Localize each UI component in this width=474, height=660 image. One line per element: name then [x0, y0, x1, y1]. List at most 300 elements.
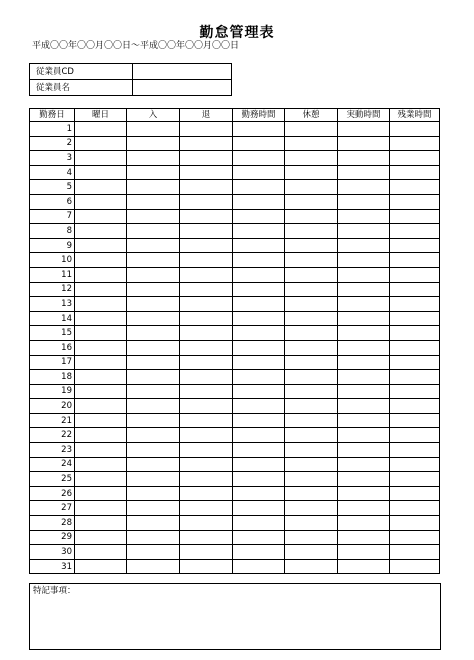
overtime-cell[interactable]: [390, 238, 440, 253]
break-cell[interactable]: [285, 443, 338, 458]
clock-in-cell[interactable]: [127, 165, 180, 180]
actual-hours-cell[interactable]: [338, 545, 390, 560]
actual-hours-cell[interactable]: [338, 443, 390, 458]
actual-hours-cell[interactable]: [338, 209, 390, 224]
overtime-cell[interactable]: [390, 516, 440, 531]
overtime-cell[interactable]: [390, 326, 440, 341]
header-work-hours: 勤務時間: [233, 109, 285, 122]
overtime-cell[interactable]: [390, 355, 440, 370]
notes-label: 特記事項：: [33, 586, 76, 596]
weekday-cell[interactable]: [75, 267, 127, 282]
table-row: [30, 340, 440, 355]
weekday-cell[interactable]: [75, 501, 127, 516]
day-number-cell: 27: [30, 501, 75, 516]
table-row: [30, 443, 440, 458]
break-cell[interactable]: [285, 472, 338, 487]
weekday-cell[interactable]: [75, 282, 127, 297]
actual-hours-cell[interactable]: [338, 180, 390, 195]
employee-name-field[interactable]: [133, 80, 232, 96]
break-cell[interactable]: [285, 311, 338, 326]
day-number-cell: 21: [30, 413, 75, 428]
clock-out-cell[interactable]: [180, 151, 233, 166]
break-cell[interactable]: [285, 267, 338, 282]
day-number-cell: 25: [30, 472, 75, 487]
day-number-cell: 8: [30, 224, 75, 239]
overtime-cell[interactable]: [390, 194, 440, 209]
header-overtime: 残業時間: [390, 109, 440, 122]
clock-in-cell[interactable]: [127, 326, 180, 341]
day-number-cell: 7: [30, 209, 75, 224]
overtime-cell[interactable]: [390, 253, 440, 268]
actual-hours-cell[interactable]: [338, 122, 390, 137]
break-cell[interactable]: [285, 413, 338, 428]
table-row: [30, 384, 440, 399]
day-number-cell: 30: [30, 545, 75, 560]
employee-name-label: 従業員名: [30, 80, 133, 96]
overtime-cell[interactable]: [390, 151, 440, 166]
actual-hours-cell[interactable]: [338, 486, 390, 501]
break-cell[interactable]: [285, 194, 338, 209]
clock-out-cell[interactable]: [180, 486, 233, 501]
break-cell[interactable]: [285, 151, 338, 166]
overtime-cell[interactable]: [390, 501, 440, 516]
clock-out-cell[interactable]: [180, 253, 233, 268]
clock-in-cell[interactable]: [127, 501, 180, 516]
day-number-cell: 16: [30, 340, 75, 355]
table-row: [30, 238, 440, 253]
break-cell[interactable]: [285, 282, 338, 297]
table-row: [30, 209, 440, 224]
clock-in-cell[interactable]: [127, 151, 180, 166]
actual-hours-cell[interactable]: [338, 340, 390, 355]
work-hours-cell[interactable]: [233, 472, 285, 487]
clock-in-cell[interactable]: [127, 209, 180, 224]
actual-hours-cell[interactable]: [338, 516, 390, 531]
weekday-cell[interactable]: [75, 209, 127, 224]
actual-hours-cell[interactable]: [338, 355, 390, 370]
day-number-cell: 9: [30, 238, 75, 253]
table-row: [30, 428, 440, 443]
weekday-cell[interactable]: [75, 194, 127, 209]
clock-out-cell[interactable]: [180, 472, 233, 487]
work-hours-cell[interactable]: [233, 370, 285, 385]
overtime-cell[interactable]: [390, 457, 440, 472]
clock-out-cell[interactable]: [180, 136, 233, 151]
employee-name-row: [30, 80, 232, 96]
day-number-cell: 19: [30, 384, 75, 399]
table-row: [30, 311, 440, 326]
day-number-cell: 1: [30, 122, 75, 137]
attendance-header-row: [30, 109, 440, 122]
clock-out-cell[interactable]: [180, 443, 233, 458]
work-hours-cell[interactable]: [233, 267, 285, 282]
break-cell[interactable]: [285, 545, 338, 560]
break-cell[interactable]: [285, 224, 338, 239]
day-number-cell: 12: [30, 282, 75, 297]
work-hours-cell[interactable]: [233, 194, 285, 209]
work-hours-cell[interactable]: [233, 399, 285, 414]
clock-in-cell[interactable]: [127, 311, 180, 326]
work-hours-cell[interactable]: [233, 253, 285, 268]
break-cell[interactable]: [285, 559, 338, 574]
table-row: [30, 545, 440, 560]
actual-hours-cell[interactable]: [338, 399, 390, 414]
break-cell[interactable]: [285, 516, 338, 531]
weekday-cell[interactable]: [75, 238, 127, 253]
table-row: [30, 399, 440, 414]
document-title: 勤怠管理表: [199, 25, 275, 41]
actual-hours-cell[interactable]: [338, 238, 390, 253]
day-number-cell: 2: [30, 136, 75, 151]
clock-in-cell[interactable]: [127, 180, 180, 195]
weekday-cell[interactable]: [75, 340, 127, 355]
day-number-cell: 10: [30, 253, 75, 268]
clock-out-cell[interactable]: [180, 282, 233, 297]
clock-in-cell[interactable]: [127, 267, 180, 282]
work-hours-cell[interactable]: [233, 165, 285, 180]
table-row: [30, 457, 440, 472]
overtime-cell[interactable]: [390, 297, 440, 312]
work-hours-cell[interactable]: [233, 311, 285, 326]
break-cell[interactable]: [285, 530, 338, 545]
header-clock-in: 入: [127, 109, 180, 122]
overtime-cell[interactable]: [390, 311, 440, 326]
work-hours-cell[interactable]: [233, 428, 285, 443]
clock-out-cell[interactable]: [180, 370, 233, 385]
overtime-cell[interactable]: [390, 559, 440, 574]
break-cell[interactable]: [285, 122, 338, 137]
day-number-cell: 20: [30, 399, 75, 414]
clock-in-cell[interactable]: [127, 238, 180, 253]
table-row: [30, 282, 440, 297]
clock-in-cell[interactable]: [127, 384, 180, 399]
clock-out-cell[interactable]: [180, 224, 233, 239]
work-hours-cell[interactable]: [233, 209, 285, 224]
clock-out-cell[interactable]: [180, 209, 233, 224]
work-hours-cell[interactable]: [233, 413, 285, 428]
clock-out-cell[interactable]: [180, 530, 233, 545]
header-clock-out: 退: [180, 109, 233, 122]
employee-code-row: [30, 64, 232, 80]
actual-hours-cell[interactable]: [338, 472, 390, 487]
weekday-cell[interactable]: [75, 136, 127, 151]
weekday-cell[interactable]: [75, 370, 127, 385]
work-hours-cell[interactable]: [233, 282, 285, 297]
table-row: [30, 326, 440, 341]
break-cell[interactable]: [285, 355, 338, 370]
overtime-cell[interactable]: [390, 165, 440, 180]
weekday-cell[interactable]: [75, 180, 127, 195]
weekday-cell[interactable]: [75, 122, 127, 137]
clock-in-cell[interactable]: [127, 136, 180, 151]
clock-out-cell[interactable]: [180, 413, 233, 428]
table-row: [30, 194, 440, 209]
weekday-cell[interactable]: [75, 311, 127, 326]
work-hours-cell[interactable]: [233, 224, 285, 239]
work-hours-cell[interactable]: [233, 384, 285, 399]
employee-code-label: 従業員CD: [30, 64, 133, 80]
actual-hours-cell[interactable]: [338, 282, 390, 297]
work-hours-cell[interactable]: [233, 443, 285, 458]
overtime-cell[interactable]: [390, 486, 440, 501]
clock-in-cell[interactable]: [127, 428, 180, 443]
work-hours-cell[interactable]: [233, 559, 285, 574]
break-cell[interactable]: [285, 399, 338, 414]
overtime-cell[interactable]: [390, 340, 440, 355]
break-cell[interactable]: [285, 486, 338, 501]
work-hours-cell[interactable]: [233, 122, 285, 137]
day-number-cell: 6: [30, 194, 75, 209]
actual-hours-cell[interactable]: [338, 253, 390, 268]
weekday-cell[interactable]: [75, 472, 127, 487]
clock-out-cell[interactable]: [180, 326, 233, 341]
clock-out-cell[interactable]: [180, 238, 233, 253]
table-row: [30, 297, 440, 312]
actual-hours-cell[interactable]: [338, 136, 390, 151]
work-hours-cell[interactable]: [233, 238, 285, 253]
work-hours-cell[interactable]: [233, 180, 285, 195]
clock-out-cell[interactable]: [180, 545, 233, 560]
weekday-cell[interactable]: [75, 384, 127, 399]
clock-out-cell[interactable]: [180, 516, 233, 531]
actual-hours-cell[interactable]: [338, 224, 390, 239]
overtime-cell[interactable]: [390, 530, 440, 545]
clock-out-cell[interactable]: [180, 297, 233, 312]
weekday-cell[interactable]: [75, 151, 127, 166]
break-cell[interactable]: [285, 180, 338, 195]
clock-out-cell[interactable]: [180, 311, 233, 326]
work-hours-cell[interactable]: [233, 355, 285, 370]
clock-out-cell[interactable]: [180, 194, 233, 209]
day-number-cell: 26: [30, 486, 75, 501]
weekday-cell[interactable]: [75, 253, 127, 268]
work-hours-cell[interactable]: [233, 501, 285, 516]
overtime-cell[interactable]: [390, 428, 440, 443]
overtime-cell[interactable]: [390, 413, 440, 428]
overtime-cell[interactable]: [390, 399, 440, 414]
break-cell[interactable]: [285, 428, 338, 443]
clock-out-cell[interactable]: [180, 355, 233, 370]
clock-out-cell[interactable]: [180, 457, 233, 472]
work-hours-cell[interactable]: [233, 297, 285, 312]
overtime-cell[interactable]: [390, 122, 440, 137]
work-hours-cell[interactable]: [233, 545, 285, 560]
actual-hours-cell[interactable]: [338, 413, 390, 428]
weekday-cell[interactable]: [75, 486, 127, 501]
clock-out-cell[interactable]: [180, 267, 233, 282]
clock-in-cell[interactable]: [127, 443, 180, 458]
header-work-day: 勤務日: [30, 109, 75, 122]
clock-out-cell[interactable]: [180, 399, 233, 414]
clock-in-cell[interactable]: [127, 224, 180, 239]
actual-hours-cell[interactable]: [338, 311, 390, 326]
day-number-cell: 31: [30, 559, 75, 574]
weekday-cell[interactable]: [75, 326, 127, 341]
overtime-cell[interactable]: [390, 136, 440, 151]
break-cell[interactable]: [285, 297, 338, 312]
break-cell[interactable]: [285, 370, 338, 385]
table-row: [30, 136, 440, 151]
overtime-cell[interactable]: [390, 267, 440, 282]
day-number-cell: 28: [30, 516, 75, 531]
actual-hours-cell[interactable]: [338, 194, 390, 209]
break-cell[interactable]: [285, 165, 338, 180]
overtime-cell[interactable]: [390, 384, 440, 399]
work-hours-cell[interactable]: [233, 326, 285, 341]
day-number-cell: 15: [30, 326, 75, 341]
header-actual-hours: 実動時間: [338, 109, 390, 122]
employee-code-field[interactable]: [133, 64, 232, 80]
day-number-cell: 29: [30, 530, 75, 545]
actual-hours-cell[interactable]: [338, 384, 390, 399]
break-cell[interactable]: [285, 340, 338, 355]
table-row: [30, 413, 440, 428]
clock-out-cell[interactable]: [180, 384, 233, 399]
actual-hours-cell[interactable]: [338, 151, 390, 166]
clock-in-cell[interactable]: [127, 340, 180, 355]
day-number-cell: 17: [30, 355, 75, 370]
clock-in-cell[interactable]: [127, 457, 180, 472]
clock-in-cell[interactable]: [127, 282, 180, 297]
work-hours-cell[interactable]: [233, 516, 285, 531]
break-cell[interactable]: [285, 253, 338, 268]
day-number-cell: 4: [30, 165, 75, 180]
weekday-cell[interactable]: [75, 443, 127, 458]
actual-hours-cell[interactable]: [338, 428, 390, 443]
weekday-cell[interactable]: [75, 530, 127, 545]
header-weekday: 曜日: [75, 109, 127, 122]
day-number-cell: 23: [30, 443, 75, 458]
break-cell[interactable]: [285, 209, 338, 224]
weekday-cell[interactable]: [75, 355, 127, 370]
break-cell[interactable]: [285, 457, 338, 472]
table-row: [30, 224, 440, 239]
work-hours-cell[interactable]: [233, 486, 285, 501]
day-number-cell: 14: [30, 311, 75, 326]
table-row: [30, 253, 440, 268]
weekday-cell[interactable]: [75, 297, 127, 312]
table-row: [30, 180, 440, 195]
clock-in-cell[interactable]: [127, 355, 180, 370]
table-row: [30, 486, 440, 501]
actual-hours-cell[interactable]: [338, 165, 390, 180]
break-cell[interactable]: [285, 384, 338, 399]
table-row: [30, 122, 440, 137]
overtime-cell[interactable]: [390, 209, 440, 224]
clock-in-cell[interactable]: [127, 545, 180, 560]
table-row: [30, 559, 440, 574]
weekday-cell[interactable]: [75, 545, 127, 560]
break-cell[interactable]: [285, 326, 338, 341]
actual-hours-cell[interactable]: [338, 559, 390, 574]
weekday-cell[interactable]: [75, 165, 127, 180]
actual-hours-cell[interactable]: [338, 267, 390, 282]
clock-out-cell[interactable]: [180, 559, 233, 574]
employee-info-table: [29, 63, 232, 96]
clock-in-cell[interactable]: [127, 194, 180, 209]
table-row: [30, 355, 440, 370]
clock-out-cell[interactable]: [180, 501, 233, 516]
overtime-cell[interactable]: [390, 370, 440, 385]
table-row: [30, 472, 440, 487]
table-row: [30, 516, 440, 531]
overtime-cell[interactable]: [390, 472, 440, 487]
header-break: 休憩: [285, 109, 338, 122]
day-number-cell: 3: [30, 151, 75, 166]
actual-hours-cell[interactable]: [338, 530, 390, 545]
actual-hours-cell[interactable]: [338, 326, 390, 341]
day-number-cell: 24: [30, 457, 75, 472]
clock-in-cell[interactable]: [127, 253, 180, 268]
day-number-cell: 5: [30, 180, 75, 195]
clock-in-cell[interactable]: [127, 297, 180, 312]
weekday-cell[interactable]: [75, 516, 127, 531]
clock-in-cell[interactable]: [127, 559, 180, 574]
actual-hours-cell[interactable]: [338, 370, 390, 385]
table-row: [30, 370, 440, 385]
period-range: 平成〇〇年〇〇月〇〇日～平成〇〇年〇〇月〇〇日: [32, 41, 240, 51]
clock-in-cell[interactable]: [127, 530, 180, 545]
break-cell[interactable]: [285, 238, 338, 253]
weekday-cell[interactable]: [75, 559, 127, 574]
notes-box[interactable]: [29, 583, 441, 650]
work-hours-cell[interactable]: [233, 340, 285, 355]
clock-out-cell[interactable]: [180, 340, 233, 355]
clock-out-cell[interactable]: [180, 428, 233, 443]
break-cell[interactable]: [285, 501, 338, 516]
day-number-cell: 18: [30, 370, 75, 385]
work-hours-cell[interactable]: [233, 151, 285, 166]
weekday-cell[interactable]: [75, 457, 127, 472]
overtime-cell[interactable]: [390, 443, 440, 458]
weekday-cell[interactable]: [75, 399, 127, 414]
actual-hours-cell[interactable]: [338, 501, 390, 516]
table-row: [30, 165, 440, 180]
clock-in-cell[interactable]: [127, 399, 180, 414]
weekday-cell[interactable]: [75, 224, 127, 239]
attendance-table: [29, 108, 440, 574]
weekday-cell[interactable]: [75, 428, 127, 443]
table-row: [30, 267, 440, 282]
day-number-cell: 11: [30, 267, 75, 282]
work-hours-cell[interactable]: [233, 530, 285, 545]
overtime-cell[interactable]: [390, 224, 440, 239]
clock-in-cell[interactable]: [127, 516, 180, 531]
clock-in-cell[interactable]: [127, 122, 180, 137]
overtime-cell[interactable]: [390, 282, 440, 297]
clock-out-cell[interactable]: [180, 180, 233, 195]
day-number-cell: 13: [30, 297, 75, 312]
actual-hours-cell[interactable]: [338, 457, 390, 472]
clock-in-cell[interactable]: [127, 486, 180, 501]
day-number-cell: 22: [30, 428, 75, 443]
overtime-cell[interactable]: [390, 545, 440, 560]
break-cell[interactable]: [285, 136, 338, 151]
clock-in-cell[interactable]: [127, 472, 180, 487]
table-row: [30, 501, 440, 516]
clock-in-cell[interactable]: [127, 413, 180, 428]
actual-hours-cell[interactable]: [338, 297, 390, 312]
clock-out-cell[interactable]: [180, 165, 233, 180]
work-hours-cell[interactable]: [233, 136, 285, 151]
table-row: [30, 530, 440, 545]
overtime-cell[interactable]: [390, 180, 440, 195]
attendance-body: [30, 122, 440, 574]
work-hours-cell[interactable]: [233, 457, 285, 472]
clock-out-cell[interactable]: [180, 122, 233, 137]
weekday-cell[interactable]: [75, 413, 127, 428]
clock-in-cell[interactable]: [127, 370, 180, 385]
